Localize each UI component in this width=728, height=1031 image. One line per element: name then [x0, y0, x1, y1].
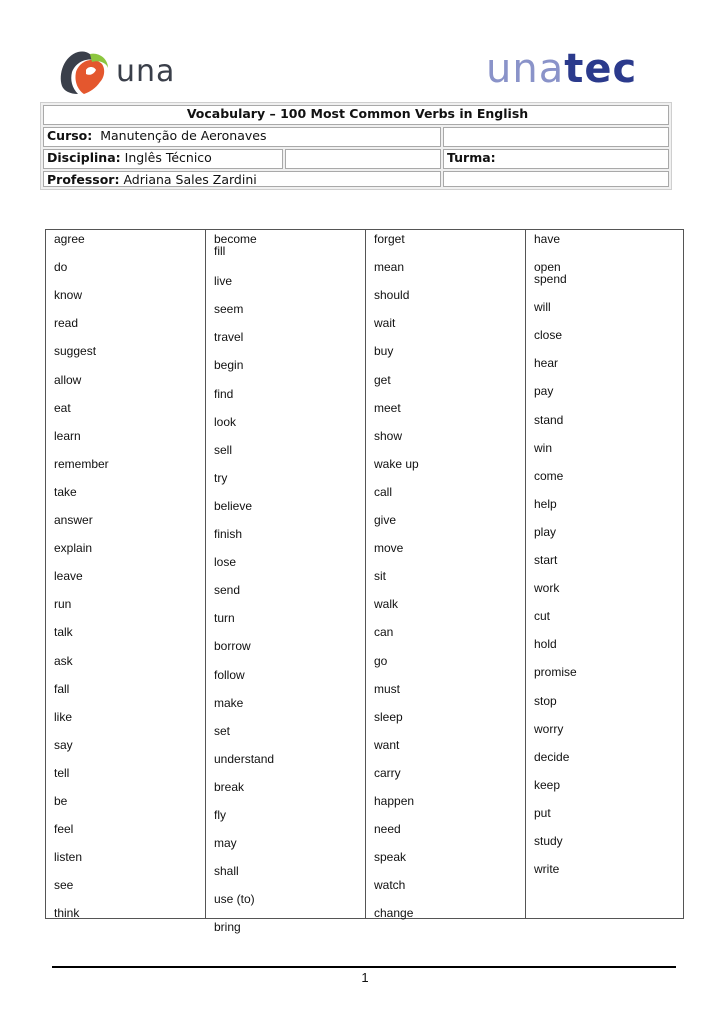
verb-col3-8: wake up: [374, 457, 419, 471]
verb-col4-17: stop: [534, 694, 557, 708]
curso-cell: [43, 127, 441, 147]
verb-col4-11: play: [534, 525, 557, 539]
verb-col1-0: agree: [54, 232, 85, 246]
verb-col3-14: can: [374, 625, 394, 639]
verb-col2-10: believe: [214, 499, 253, 513]
verb-col1-9: take: [54, 485, 77, 499]
verb-col1-19: tell: [54, 766, 70, 780]
turma-cell: [443, 149, 669, 169]
verb-col3-7: show: [374, 429, 403, 443]
verb-col2-11: finish: [214, 527, 243, 541]
una-logo: [56, 48, 176, 100]
verb-col4-3: will: [534, 300, 551, 314]
curso-blank-cell: [443, 127, 669, 147]
verb-col3-11: move: [374, 541, 404, 555]
verb-col3-1: mean: [374, 260, 405, 274]
verbs-table: [45, 229, 684, 934]
verb-col2-14: turn: [214, 611, 235, 625]
verb-col1-2: know: [54, 288, 83, 302]
verb-col1-3: read: [54, 316, 79, 330]
disciplina-cell: [43, 149, 283, 169]
footer-rule: [52, 966, 676, 968]
verb-col2-8: sell: [214, 443, 233, 457]
verb-col1-22: listen: [54, 850, 83, 864]
verb-col2-20: break: [214, 780, 245, 794]
verb-col1-11: explain: [54, 541, 93, 555]
verb-col4-13: work: [534, 581, 560, 595]
verb-col4-20: keep: [534, 778, 561, 792]
unatec-logo-tec: tec: [564, 46, 638, 92]
una-head-icon: [56, 48, 112, 100]
verb-col1-4: suggest: [54, 344, 97, 358]
verb-col2-25: bring: [214, 920, 241, 934]
verb-col4-21: put: [534, 806, 551, 820]
verb-col3-2: should: [374, 288, 410, 302]
verb-col4-15: hold: [534, 637, 557, 651]
verb-col3-22: speak: [374, 850, 407, 864]
verb-col2-9: try: [214, 471, 228, 485]
verb-col4-10: help: [534, 497, 557, 511]
verb-col3-17: sleep: [374, 710, 403, 724]
verb-col4-14: cut: [534, 609, 551, 623]
turma-label: Turma:: [447, 150, 496, 165]
verb-col1-13: run: [54, 597, 72, 611]
verbs-column-1: [46, 230, 205, 918]
verb-col2-22: may: [214, 836, 237, 850]
verb-col2-18: set: [214, 724, 231, 738]
verb-col1-17: like: [54, 710, 73, 724]
verb-col2-3: seem: [214, 302, 244, 316]
professor-value: Adriana Sales Zardini: [123, 172, 257, 187]
curso-value: Manutenção de Aeronaves: [100, 128, 267, 143]
verb-col1-23: see: [54, 878, 74, 892]
verbs-column-2: [205, 230, 365, 934]
verb-col4-23: write: [534, 862, 560, 876]
verb-col3-12: sit: [374, 569, 386, 583]
verb-col3-9: call: [374, 485, 393, 499]
verb-col2-0: become: [214, 232, 257, 246]
verbs-column-3: [365, 230, 525, 918]
verb-col4-6: pay: [534, 384, 554, 398]
verb-col4-9: come: [534, 469, 564, 483]
verb-col2-1: fill: [214, 244, 226, 258]
verb-col1-14: talk: [54, 625, 73, 639]
verb-col3-5: get: [374, 373, 391, 387]
verb-col1-6: eat: [54, 401, 71, 415]
verb-col3-4: buy: [374, 344, 394, 358]
disciplina-label: Disciplina:: [47, 150, 121, 165]
verb-col2-5: begin: [214, 358, 244, 372]
verb-col3-0: forget: [374, 232, 405, 246]
unatec-logo-una: una: [486, 46, 565, 92]
document-title: Vocabulary – 100 Most Common Verbs in English: [43, 105, 669, 125]
una-logo-text: una: [116, 54, 176, 89]
professor-cell: [43, 171, 441, 187]
verb-col1-5: allow: [54, 373, 82, 387]
verb-col4-16: promise: [534, 665, 577, 679]
course-header-table: [40, 102, 672, 190]
verb-col1-16: fall: [54, 682, 70, 696]
verb-col1-24: think: [54, 906, 80, 920]
verb-col4-5: hear: [534, 356, 559, 370]
professor-blank-cell: [443, 171, 669, 187]
verb-col4-2: spend: [534, 272, 567, 286]
verb-col1-8: remember: [54, 457, 109, 471]
disciplina-value: Inglês Técnico: [124, 150, 212, 165]
verb-col1-10: answer: [54, 513, 93, 527]
verb-col2-2: live: [214, 274, 233, 288]
verb-col2-17: make: [214, 696, 244, 710]
page-number: 1: [361, 970, 369, 985]
verb-col2-7: look: [214, 415, 237, 429]
verb-col2-4: travel: [214, 330, 244, 344]
verb-col2-16: follow: [214, 668, 245, 682]
verb-col4-0: have: [534, 232, 561, 246]
verb-col3-21: need: [374, 822, 401, 836]
professor-label: Professor:: [47, 172, 120, 187]
verb-col3-10: give: [374, 513, 397, 527]
verb-col4-4: close: [534, 328, 563, 342]
verb-col3-6: meet: [374, 401, 401, 415]
unatec-logo: [486, 46, 666, 90]
verb-col1-1: do: [54, 260, 68, 274]
verb-col3-15: go: [374, 654, 388, 668]
verb-col3-24: change: [374, 906, 414, 920]
verb-col3-16: must: [374, 682, 401, 696]
verb-col4-12: start: [534, 553, 558, 567]
verb-col1-21: feel: [54, 822, 74, 836]
verb-col4-19: decide: [534, 750, 570, 764]
verb-col4-1: open: [534, 260, 561, 274]
disciplina-blank-cell: [285, 149, 441, 169]
verb-col3-20: happen: [374, 794, 415, 808]
verb-col2-6: find: [214, 387, 234, 401]
verb-col2-24: use (to): [214, 892, 255, 906]
verb-col1-15: ask: [54, 654, 73, 668]
verb-col3-19: carry: [374, 766, 401, 780]
verb-col1-7: learn: [54, 429, 81, 443]
verb-col2-21: fly: [214, 808, 226, 822]
verb-col1-18: say: [54, 738, 73, 752]
verb-col4-8: win: [534, 441, 553, 455]
verb-col3-23: watch: [374, 878, 406, 892]
verb-col2-19: understand: [214, 752, 275, 766]
verb-col4-18: worry: [534, 722, 564, 736]
verbs-column-4: [525, 230, 683, 918]
verb-col3-18: want: [374, 738, 400, 752]
verb-col1-12: leave: [54, 569, 83, 583]
curso-label: Curso:: [47, 128, 93, 143]
verb-col3-3: wait: [374, 316, 396, 330]
verb-col2-12: lose: [214, 555, 237, 569]
verb-col2-13: send: [214, 583, 241, 597]
verb-col2-15: borrow: [214, 639, 251, 653]
verb-col4-22: study: [534, 834, 563, 848]
verb-col4-7: stand: [534, 413, 564, 427]
verb-col2-23: shall: [214, 864, 239, 878]
verb-col1-20: be: [54, 794, 68, 808]
verb-col3-13: walk: [374, 597, 399, 611]
